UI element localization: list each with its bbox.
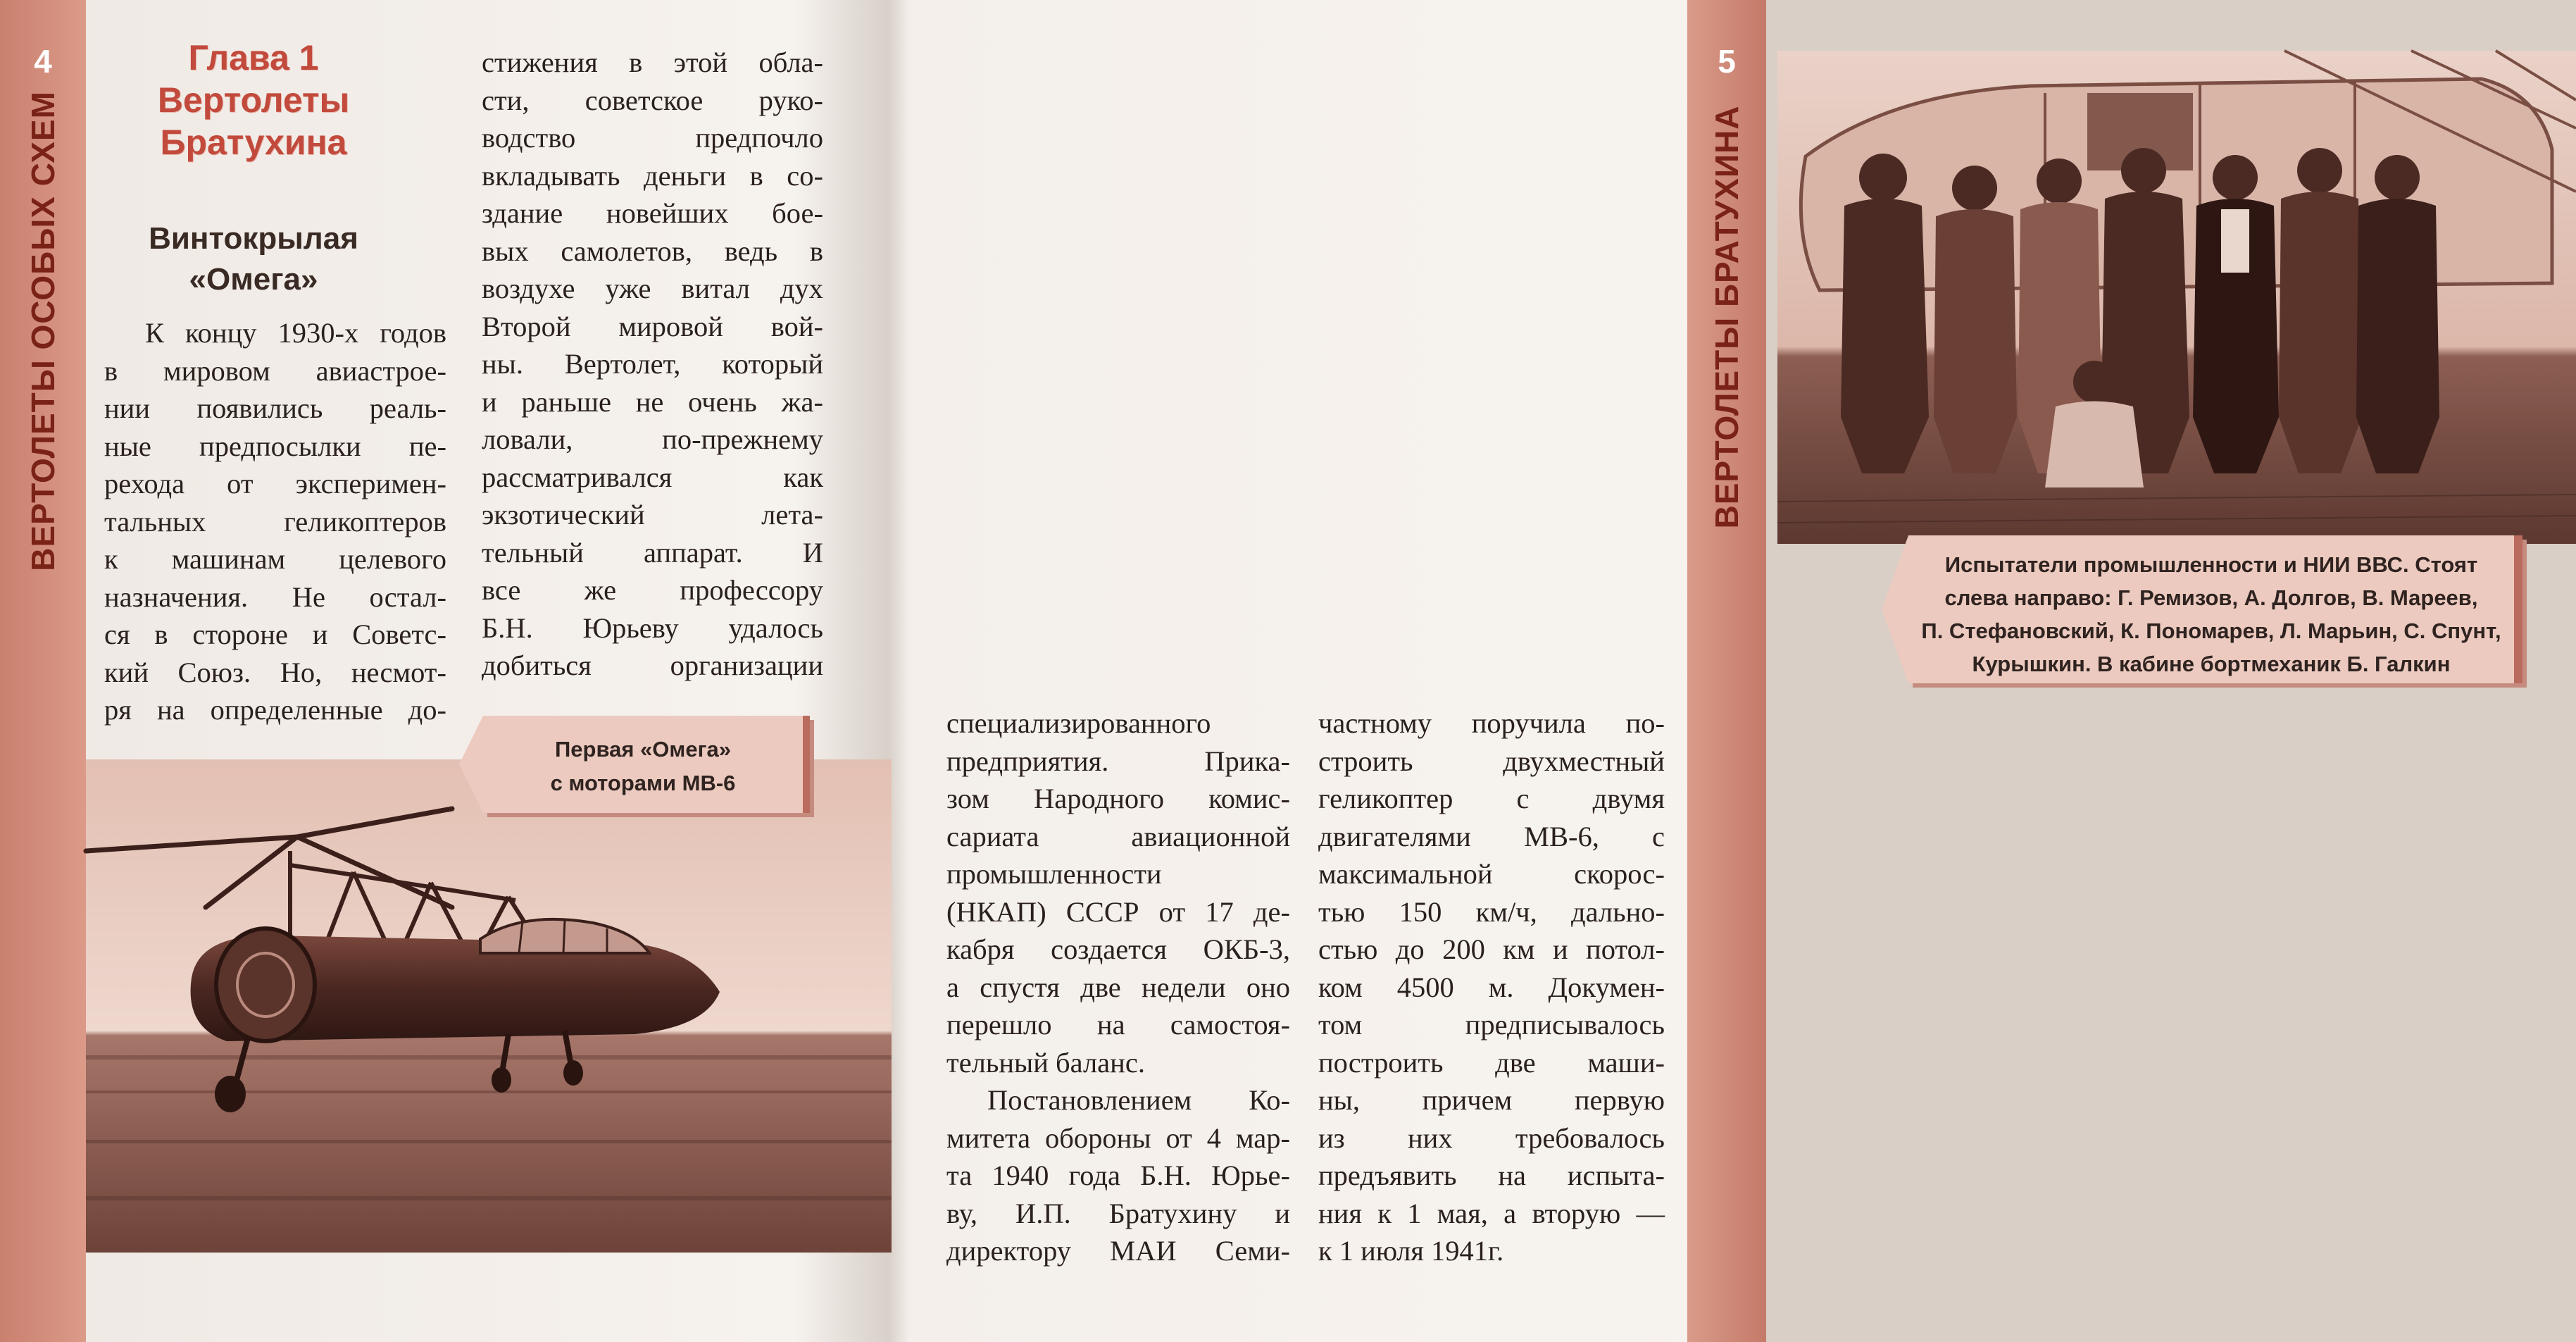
text-line: кабря создается ОКБ-3,	[946, 933, 1290, 965]
text-line: ком 4500 м. Докумен-	[1318, 971, 1665, 1003]
text-line: стью до 200 км и потол-	[1318, 933, 1665, 965]
omega-helicopter-photo	[86, 759, 892, 1253]
text-line: частному поручила по-	[1318, 707, 1665, 739]
text-line: стижения в этой обла-	[482, 46, 823, 78]
text-line: экзотический лета-	[482, 499, 823, 530]
left-side-tab	[0, 0, 86, 1342]
text-line: ния к 1 мая, а вторую —	[1318, 1197, 1665, 1229]
text-line: промышленности	[946, 858, 1162, 890]
chapter-line: Братухина	[160, 123, 347, 162]
text-line: построить две маши-	[1318, 1046, 1665, 1079]
text-line: ловали, по-прежнему	[482, 423, 823, 455]
caption-line: Первая «Омега»	[555, 737, 731, 762]
text-line: вкладывать деньги в со-	[482, 159, 823, 192]
text-line: двигателями МВ-6, с	[1318, 820, 1665, 852]
right-side-tab	[1687, 0, 1766, 1342]
text-line: геликоптер с двумя	[1318, 783, 1665, 814]
text-line: и раньше не очень жа-	[482, 385, 823, 418]
text-line: тальных геликоптеров	[104, 505, 446, 538]
text-line: ные предпосылки пе-	[104, 430, 446, 462]
text-line: ся в стороне и Советс-	[104, 619, 446, 650]
omega-photo-caption	[483, 716, 810, 813]
side-title: ВЕРТОЛЕТЫ ОСОБЫХ СХЕМ	[25, 91, 61, 571]
text-line: вых самолетов, ведь в	[482, 235, 823, 267]
text-line: (НКАП) СССР от 17 де-	[946, 895, 1290, 928]
side-title: ВЕРТОЛЕТЫ БРАТУХИНА	[1708, 105, 1745, 529]
text-line: сариата авиационной	[946, 820, 1290, 852]
text-line: тью 150 км/ч, дально-	[1318, 895, 1665, 928]
text-line: специализированного	[946, 707, 1211, 739]
text-line: водство предпочло	[482, 122, 823, 154]
text-line: К концу 1930-х годов	[145, 317, 446, 349]
text-line: ны. Вертолет, который	[482, 348, 823, 380]
caption-line: Курышкин. В кабине бортмеханик Б. Галкин	[1972, 652, 2451, 676]
group-photo-caption	[1908, 535, 2522, 683]
text-line: перешло на самостоя-	[946, 1009, 1290, 1040]
caption-line: с моторами МВ-6	[550, 771, 736, 795]
text-line: та 1940 года Б.Н. Юрье-	[946, 1160, 1290, 1191]
text-line: из них требовалось	[1318, 1122, 1665, 1154]
chapter-line: Вертолеты	[157, 80, 350, 120]
text-line: ря на определенные до-	[104, 694, 446, 726]
section-line: Винтокрылая	[149, 221, 358, 256]
text-line: рассматривался как	[482, 461, 823, 493]
text-line: кий Союз. Но, несмот-	[104, 656, 446, 688]
page-number: 5	[1718, 43, 1736, 80]
text-line: предъявить на испыта-	[1318, 1160, 1665, 1191]
text-line: а спустя две недели оно	[946, 971, 1290, 1003]
left-page	[0, 0, 889, 1342]
section-heading	[106, 218, 401, 300]
text-column-3	[946, 704, 1290, 1270]
text-line: рехода от эксперимен-	[104, 468, 446, 499]
text-column-2	[482, 44, 823, 685]
text-line: Постановлением Ко-	[987, 1084, 1290, 1116]
text-line: Б.Н. Юрьеву удалось	[482, 611, 823, 644]
text-line: Второй мировой вой-	[482, 310, 823, 342]
text-column-1	[104, 314, 446, 729]
caption-line: слева направо: Г. Ремизов, А. Долгов, В. Мареев,	[1944, 585, 2478, 610]
text-line: максимальной скорос-	[1318, 858, 1665, 890]
chapter-title	[106, 37, 401, 163]
section-line: «Омега»	[189, 262, 318, 297]
text-line: строить двухместный	[1318, 745, 1665, 777]
test-pilots-group-photo	[1777, 51, 2576, 544]
text-line: в мировом авиастрое-	[104, 354, 446, 387]
page-number: 4	[34, 43, 52, 80]
text-line: сти, советское руко-	[482, 84, 823, 116]
caption-line: Испытатели промышленности и НИИ ВВС. Стоят	[1944, 552, 2478, 577]
text-line: предприятия. Прика-	[946, 745, 1290, 777]
text-line: добиться организации	[482, 650, 823, 681]
text-line: ву, И.П. Братухину и	[946, 1197, 1290, 1229]
caption-line: П. Стефановский, К. Пономарев, Л. Марьин, С. Спунт,	[1921, 619, 2501, 643]
text-line: зом Народного комис-	[946, 783, 1290, 814]
text-line: директору МАИ Семи-	[946, 1235, 1290, 1267]
text-line: ны, причем первую	[1318, 1084, 1665, 1116]
text-line: все же профессору	[482, 574, 823, 606]
text-line: воздухе уже витал дух	[482, 273, 823, 304]
text-line: к 1 июля 1941г.	[1318, 1235, 1504, 1267]
text-line: к машинам целевого	[104, 543, 446, 575]
text-column-4	[1318, 704, 1665, 1270]
text-line: митета обороны от 4 мар-	[946, 1122, 1290, 1154]
chapter-line: Глава 1	[188, 38, 319, 77]
text-line: том предписывалось	[1318, 1009, 1665, 1040]
text-line: здание новейших бое-	[482, 197, 823, 229]
text-line: нии появились реаль-	[104, 392, 446, 424]
text-line: тельный аппарат. И	[482, 536, 823, 569]
text-line: назначения. Не остал-	[104, 580, 446, 613]
text-line: тельный баланс.	[946, 1046, 1145, 1079]
